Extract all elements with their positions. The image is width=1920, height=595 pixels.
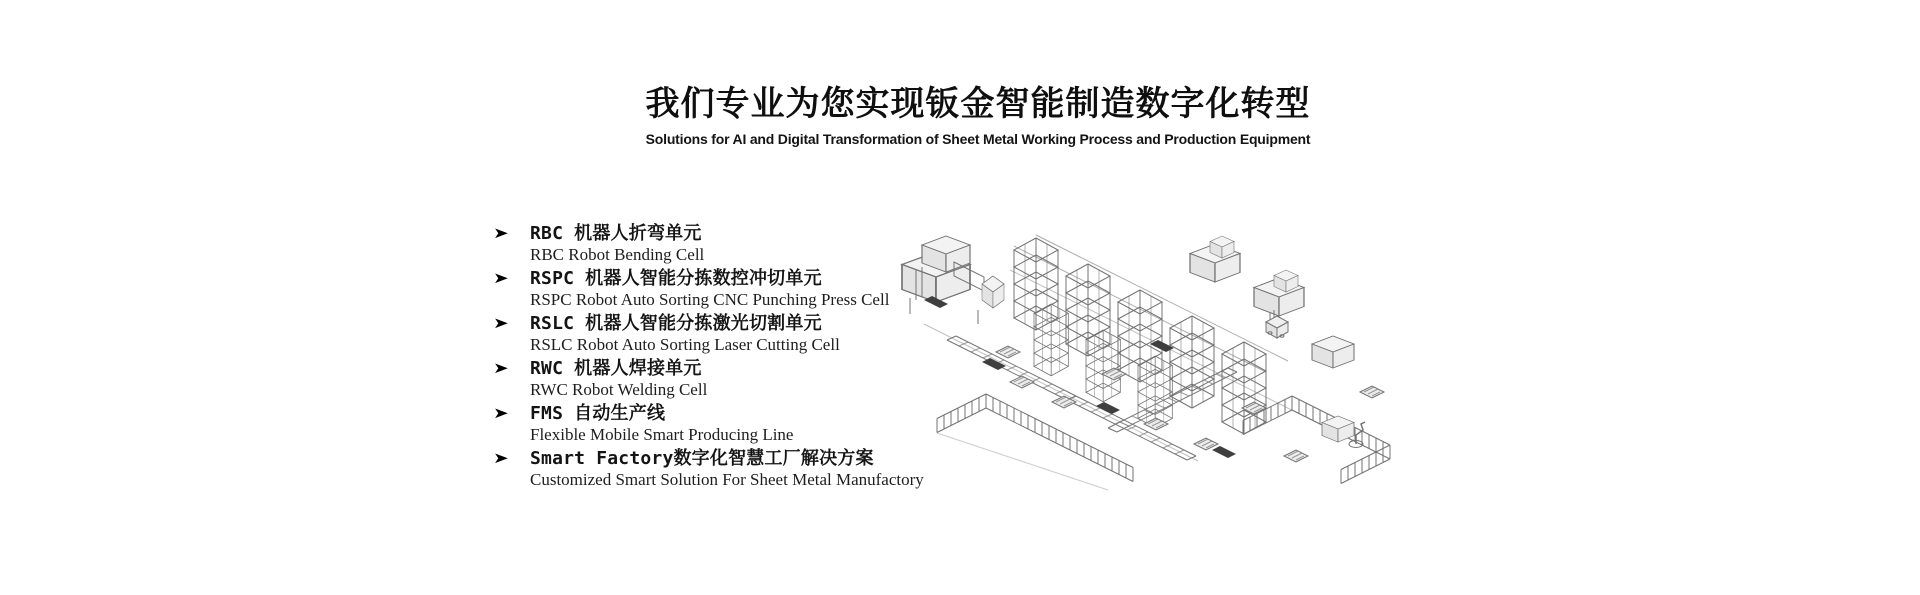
product-name-en: RBC Robot Bending Cell — [530, 245, 705, 264]
product-name-en: RSLC Robot Auto Sorting Laser Cutting Cell — [530, 335, 840, 354]
production-line-illustration — [898, 220, 1430, 528]
product-list — [493, 223, 943, 493]
product-name-en: Flexible Mobile Smart Producing Line — [530, 425, 794, 444]
product-name-en: RSPC Robot Auto Sorting CNC Punching Press Cell — [530, 290, 890, 309]
page-subtitle: Solutions for AI and Digital Transformation of Sheet Metal Working Process and Production Equipment — [645, 131, 1311, 147]
arrow-right-icon: ➤ — [493, 360, 509, 377]
product-name-cn: FMS 自动生产线 — [530, 403, 666, 424]
list-item-fms — [493, 403, 943, 445]
product-name-en: Customized Smart Solution For Sheet Metal Manufactory — [530, 470, 924, 489]
arrow-right-icon: ➤ — [493, 315, 509, 332]
arrow-right-icon: ➤ — [493, 270, 509, 287]
list-item-rwc — [493, 358, 943, 400]
list-item-rslc — [493, 313, 943, 355]
page-title: 我们专业为您实现钣金智能制造数字化转型 — [645, 85, 1311, 123]
list-item-rbc — [493, 223, 943, 265]
product-name-cn: RWC 机器人焊接单元 — [530, 358, 702, 379]
list-item-rspc — [493, 268, 943, 310]
product-name-cn: RSPC 机器人智能分拣数控冲切单元 — [530, 268, 822, 289]
arrow-right-icon: ➤ — [493, 225, 509, 242]
product-name-cn: RBC 机器人折弯单元 — [530, 223, 702, 244]
arrow-right-icon: ➤ — [493, 405, 509, 422]
product-name-cn: RSLC 机器人智能分拣激光切割单元 — [530, 313, 822, 334]
product-name-cn: Smart Factory数字化智慧工厂解决方案 — [530, 448, 874, 469]
product-name-en: RWC Robot Welding Cell — [530, 380, 708, 399]
list-item-smart-factory — [493, 448, 943, 490]
arrow-right-icon: ➤ — [493, 450, 509, 467]
